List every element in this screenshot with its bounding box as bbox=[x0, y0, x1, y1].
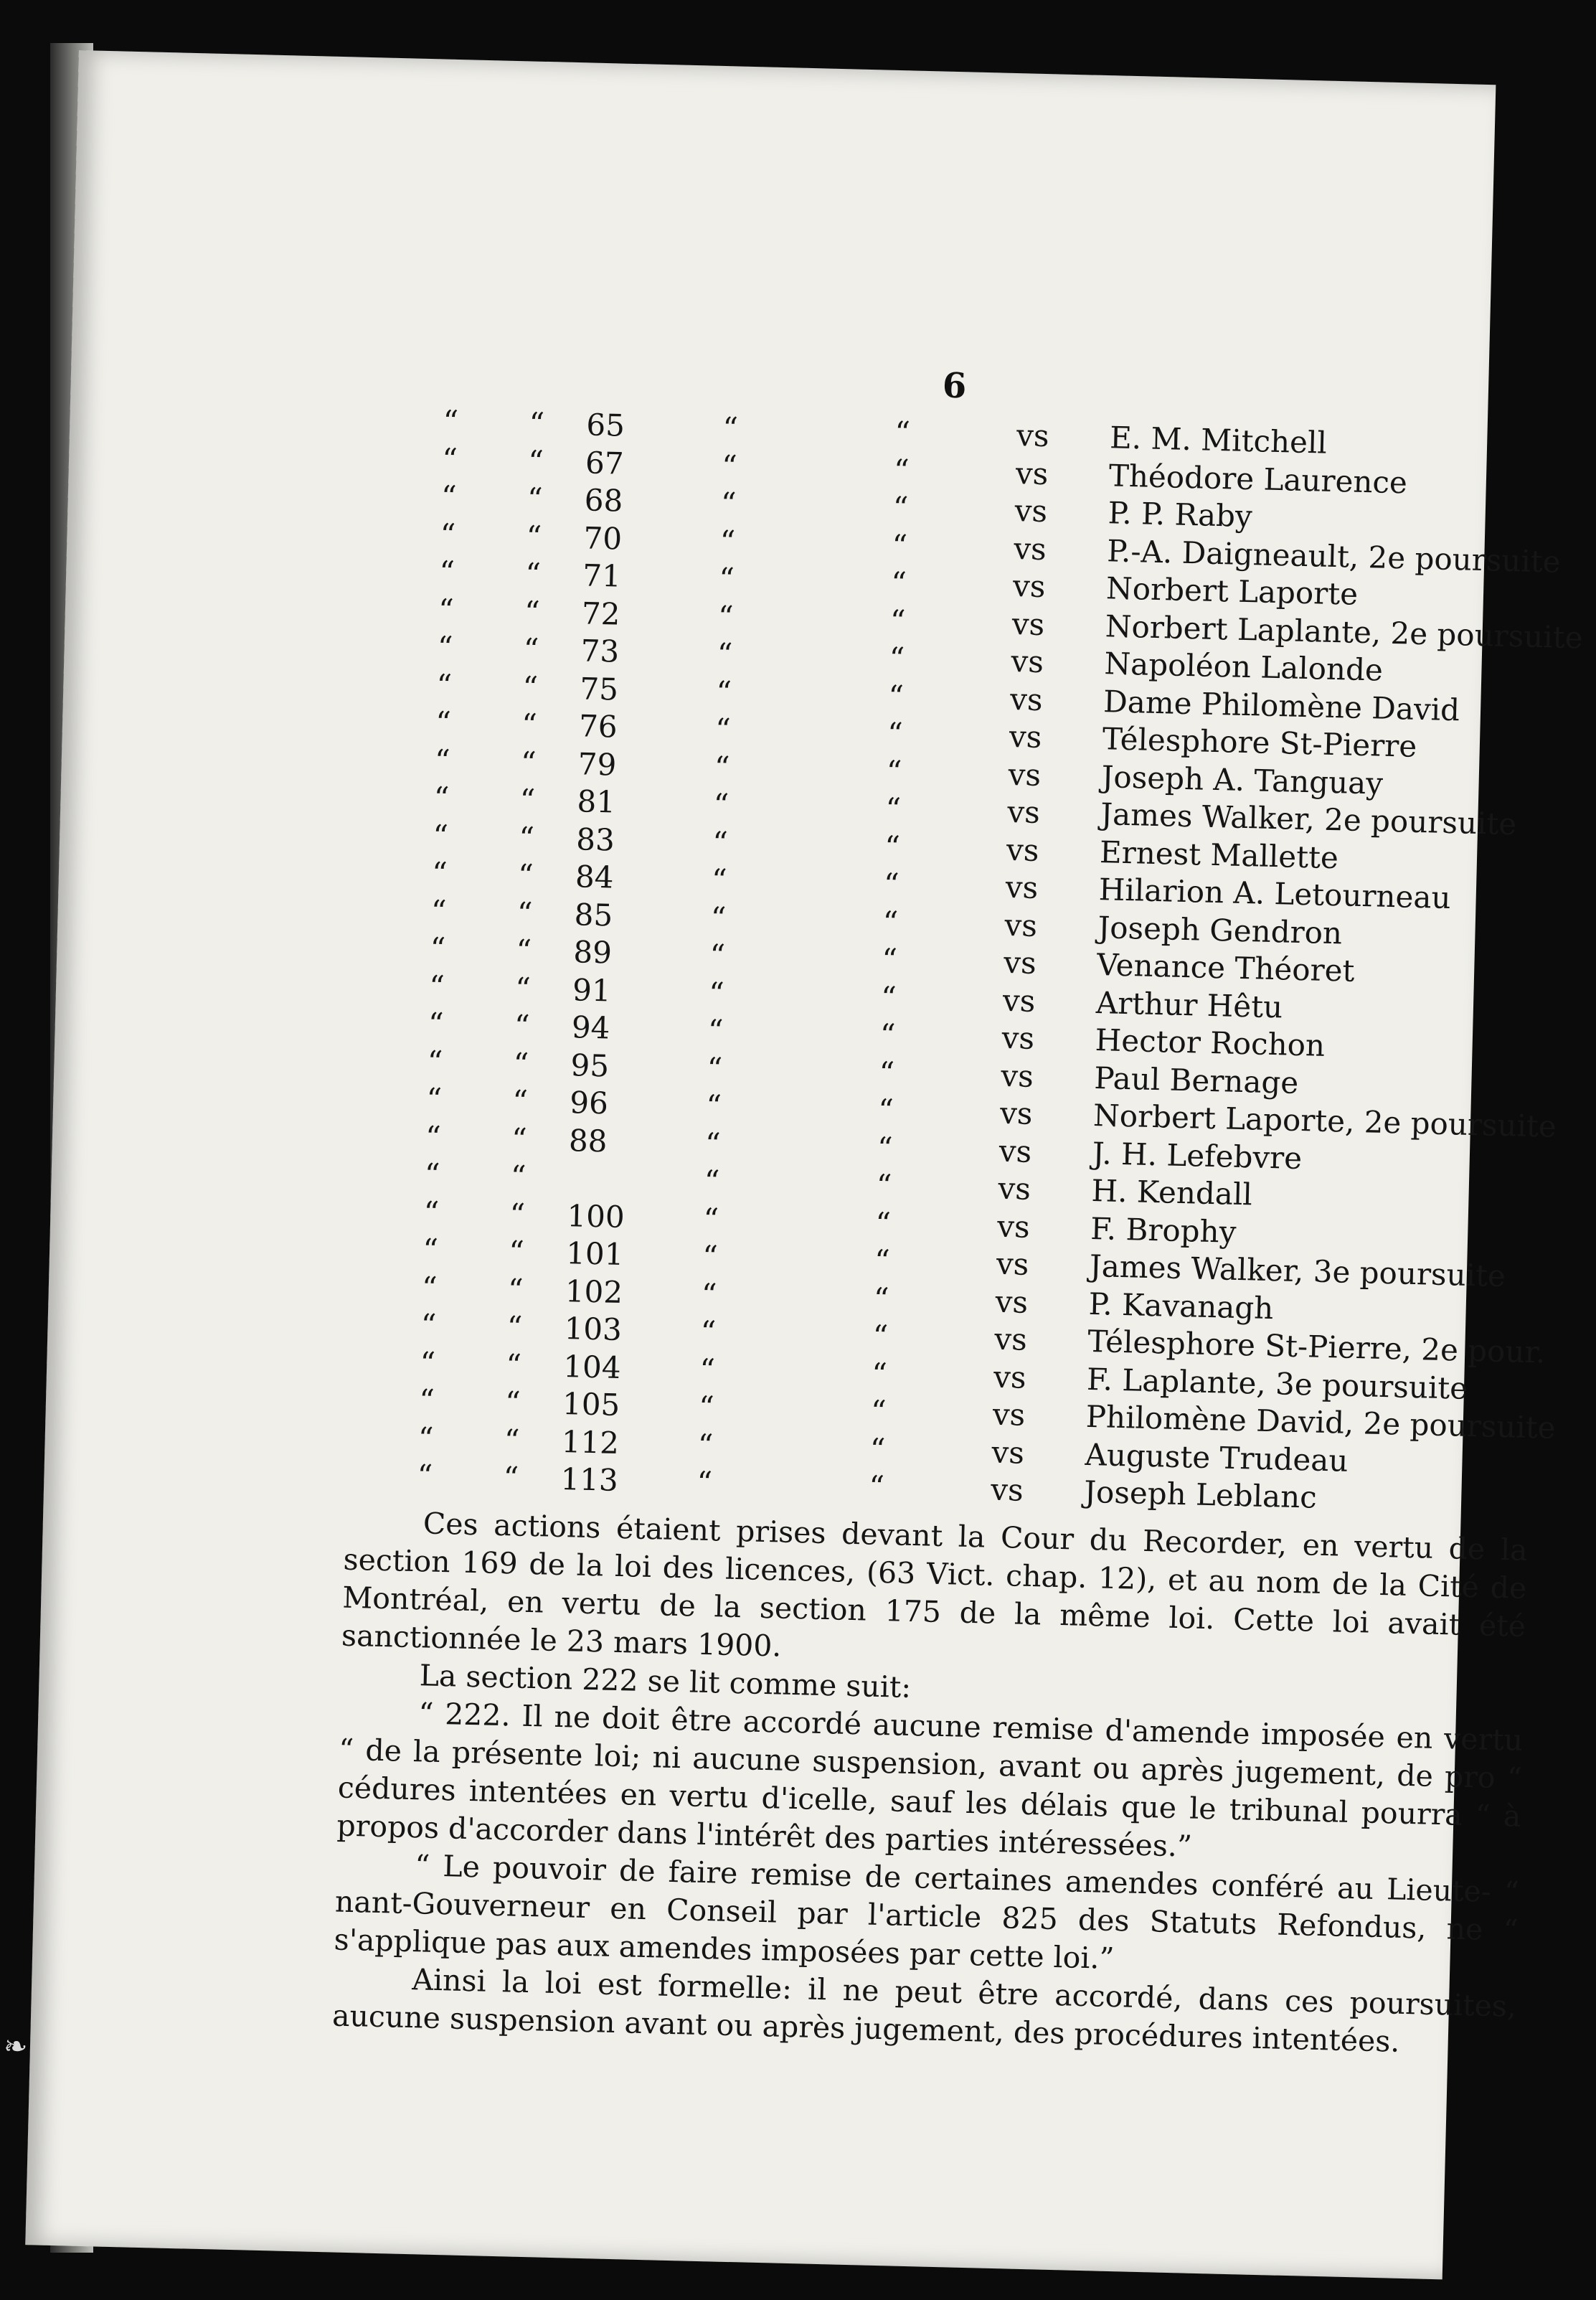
case-name: Télesphore St-Pierre bbox=[1102, 721, 1417, 764]
case-num: 103 bbox=[564, 1311, 623, 1348]
case-q2: “ bbox=[524, 556, 542, 592]
case-name: Dame Philomène David bbox=[1102, 683, 1460, 727]
case-q3: “ bbox=[714, 711, 732, 748]
case-vs: vs bbox=[1001, 1019, 1035, 1056]
case-q2: “ bbox=[527, 443, 544, 479]
case-q3: “ bbox=[707, 1012, 724, 1049]
case-q4: “ bbox=[889, 640, 905, 677]
case-q4: “ bbox=[868, 1469, 885, 1505]
case-num: 105 bbox=[562, 1386, 620, 1423]
case-q2: “ bbox=[505, 1347, 522, 1383]
case-name: Auguste Trudeau bbox=[1085, 1436, 1349, 1479]
case-q4: “ bbox=[893, 452, 910, 488]
case-q4: “ bbox=[894, 414, 911, 451]
case-name: Arthur Hêtu bbox=[1095, 984, 1283, 1024]
case-num: 101 bbox=[565, 1235, 624, 1273]
case-q2: “ bbox=[508, 1234, 525, 1270]
case-num: 112 bbox=[561, 1423, 620, 1461]
case-q1: “ bbox=[435, 704, 452, 740]
case-q3: “ bbox=[719, 523, 736, 560]
case-q3: “ bbox=[704, 1126, 722, 1161]
case-q4: “ bbox=[878, 1055, 895, 1090]
case-name: Hector Rochon bbox=[1095, 1022, 1326, 1063]
case-q3: “ bbox=[711, 862, 728, 898]
case-q2: “ bbox=[523, 631, 539, 667]
case-vs: vs bbox=[999, 1095, 1034, 1131]
case-q1: “ bbox=[429, 930, 446, 966]
case-name: Norbert Laporte bbox=[1105, 570, 1359, 612]
case-vs: vs bbox=[1000, 1057, 1034, 1094]
case-name: P.-A. Daigneault, 2e poursuite bbox=[1106, 532, 1562, 580]
case-q2: “ bbox=[516, 895, 533, 931]
case-vs: vs bbox=[998, 1133, 1032, 1169]
case-name: Joseph Gendron bbox=[1097, 909, 1343, 951]
case-vs: vs bbox=[1009, 718, 1042, 755]
case-num: 102 bbox=[565, 1273, 623, 1310]
case-num: 113 bbox=[559, 1461, 619, 1498]
case-q4: “ bbox=[871, 1356, 888, 1392]
case-q1: “ bbox=[435, 666, 453, 703]
case-vs: vs bbox=[1004, 907, 1038, 943]
case-name: P. Kavanagh bbox=[1088, 1286, 1274, 1326]
case-q2: “ bbox=[520, 744, 537, 781]
case-num: 75 bbox=[579, 670, 619, 707]
case-q4: “ bbox=[892, 489, 909, 526]
case-q3: “ bbox=[715, 674, 732, 710]
case-name: Venance Théoret bbox=[1096, 947, 1355, 989]
case-q2: “ bbox=[517, 857, 534, 893]
case-q1: “ bbox=[419, 1344, 436, 1381]
case-num: 96 bbox=[569, 1085, 609, 1121]
case-vs: vs bbox=[993, 1359, 1027, 1395]
case-q3: “ bbox=[712, 824, 729, 860]
case-q1: “ bbox=[427, 1043, 443, 1080]
case-q4: “ bbox=[879, 1017, 896, 1053]
case-name: Théodore Laurence bbox=[1108, 457, 1408, 500]
case-q3: “ bbox=[698, 1389, 715, 1425]
case-q4: “ bbox=[891, 527, 908, 563]
case-name: Paul Bernage bbox=[1093, 1060, 1299, 1100]
case-num: 104 bbox=[562, 1348, 622, 1385]
case-q3: “ bbox=[704, 1163, 720, 1200]
case-q1: “ bbox=[440, 517, 456, 552]
case-q3: “ bbox=[700, 1314, 717, 1350]
case-num: 89 bbox=[572, 934, 613, 971]
case-num: 81 bbox=[577, 783, 616, 820]
case-vs: vs bbox=[1012, 568, 1047, 605]
case-q4: “ bbox=[889, 603, 906, 638]
case-vs: vs bbox=[1013, 530, 1047, 567]
case-name: F. Laplante, 3e poursuite bbox=[1086, 1361, 1468, 1406]
case-q1: “ bbox=[424, 1156, 440, 1192]
scan-artifact-mark: ❧ bbox=[4, 2030, 28, 2063]
case-q4: “ bbox=[886, 753, 902, 789]
case-num: 73 bbox=[580, 633, 620, 669]
case-q2: “ bbox=[514, 1008, 531, 1044]
case-name: Ernest Mallette bbox=[1099, 834, 1339, 875]
case-vs: vs bbox=[995, 1283, 1029, 1320]
case-vs: vs bbox=[998, 1170, 1031, 1207]
case-q4: “ bbox=[872, 1318, 889, 1354]
case-q3: “ bbox=[717, 598, 735, 635]
case-q3: “ bbox=[709, 937, 726, 974]
case-q3: “ bbox=[702, 1238, 719, 1275]
case-name: Joseph Leblanc bbox=[1083, 1474, 1318, 1515]
case-vs: vs bbox=[1005, 869, 1039, 906]
case-vs: vs bbox=[1011, 605, 1045, 642]
page-number: 6 bbox=[942, 365, 968, 407]
case-q4: “ bbox=[880, 979, 897, 1015]
case-q3: “ bbox=[712, 786, 729, 823]
case-q2: “ bbox=[521, 707, 538, 743]
case-name: F. Brophy bbox=[1090, 1210, 1237, 1250]
case-q1: “ bbox=[420, 1307, 437, 1343]
case-q2: “ bbox=[513, 1045, 529, 1082]
case-q2: “ bbox=[524, 593, 541, 630]
case-vs: vs bbox=[1014, 493, 1048, 529]
case-q1: “ bbox=[442, 403, 459, 440]
case-q1: “ bbox=[432, 817, 449, 854]
case-name: Télesphore St-Pierre, 2e pour. bbox=[1087, 1323, 1546, 1370]
case-q2: “ bbox=[510, 1159, 527, 1194]
case-num: 68 bbox=[584, 482, 623, 519]
paragraph: Ces actions étaient prises devant la Cour du Recorder, en vertu de la section 169 de la loi des licences, (63 Vict. chap. 12), et au nom de la Cité de Montréal, en vertu de la section 175 de la même loi. Cette loi avait été sanctionnée le 23 mars 1900. bbox=[341, 1506, 1529, 1664]
document-page bbox=[25, 50, 1584, 2279]
case-vs: vs bbox=[990, 1471, 1024, 1508]
case-q2: “ bbox=[511, 1121, 528, 1157]
case-vs: vs bbox=[1009, 681, 1044, 717]
case-q3: “ bbox=[705, 1088, 722, 1124]
case-q4: “ bbox=[869, 1431, 886, 1467]
paragraph: “ 222. Il ne doit être accordé aucune remise d'amende imposée en vertu “ de la présente loi; ni aucune suspension, avant ou après jugement, de pro “ cédures intentées en vertu d'icelle, sauf les délais que le tribunal pourra “ à propos d'accorder dans l'intérêt des parties intéressées.” bbox=[336, 1696, 1524, 1864]
case-q4: “ bbox=[870, 1393, 887, 1430]
case-q2: “ bbox=[515, 933, 532, 968]
case-q1: “ bbox=[434, 742, 451, 778]
case-q1: “ bbox=[425, 1118, 442, 1155]
paragraph: “ Le pouvoir de faire remise de certaines amendes conféré au Lieute- “ nant-Gouverneur en Conseil par l'article 825 des Statuts Refondus, ne “ s'applique pas aux amendes imposées par cette loi.” bbox=[334, 1848, 1520, 1976]
case-q1: “ bbox=[440, 479, 458, 515]
case-q1: “ bbox=[430, 892, 447, 929]
paragraph: Ainsi la loi est formelle: il ne peut être accordé, dans ces poursuites, aucune suspension avant ou après jugement, des procédures intentées. bbox=[331, 1962, 1517, 2059]
case-q3: “ bbox=[699, 1352, 716, 1387]
case-q1: “ bbox=[422, 1194, 440, 1230]
case-q3: “ bbox=[721, 448, 738, 484]
case-q3: “ bbox=[697, 1427, 714, 1463]
case-q2: “ bbox=[502, 1460, 519, 1496]
case-vs: vs bbox=[1015, 455, 1049, 491]
case-q2: “ bbox=[514, 970, 532, 1007]
case-num: 65 bbox=[585, 407, 625, 443]
case-q2: “ bbox=[509, 1196, 526, 1233]
case-num: 70 bbox=[583, 519, 623, 557]
case-vs: vs bbox=[996, 1245, 1029, 1282]
case-q1: “ bbox=[417, 1420, 434, 1456]
case-num: 67 bbox=[585, 444, 625, 481]
case-q4: “ bbox=[874, 1205, 892, 1241]
case-num: 84 bbox=[575, 859, 615, 895]
case-q4: “ bbox=[887, 678, 905, 714]
case-num: 91 bbox=[572, 971, 612, 1009]
case-vs: vs bbox=[996, 1208, 1031, 1245]
case-q1: “ bbox=[438, 591, 455, 628]
case-num: 88 bbox=[568, 1122, 608, 1159]
case-num: 79 bbox=[577, 745, 617, 783]
case-q1: “ bbox=[425, 1081, 443, 1117]
case-q3: “ bbox=[710, 900, 727, 935]
case-vs: vs bbox=[992, 1396, 1026, 1433]
case-num: 72 bbox=[581, 595, 621, 632]
case-q3: “ bbox=[702, 1201, 719, 1237]
case-q4: “ bbox=[877, 1130, 894, 1166]
case-q1: “ bbox=[418, 1382, 435, 1418]
case-q4: “ bbox=[887, 715, 904, 752]
case-q3: “ bbox=[718, 561, 735, 597]
case-q1: “ bbox=[417, 1458, 433, 1494]
case-q4: “ bbox=[874, 1243, 891, 1279]
case-q3: “ bbox=[722, 410, 739, 446]
case-q1: “ bbox=[422, 1232, 439, 1268]
case-q1: “ bbox=[441, 441, 458, 477]
case-num: 95 bbox=[570, 1047, 610, 1083]
case-q2: “ bbox=[518, 819, 535, 856]
case-q1: “ bbox=[431, 855, 448, 891]
case-name: J. H. Lefebvre bbox=[1092, 1135, 1303, 1176]
case-name: E. M. Mitchell bbox=[1109, 420, 1328, 461]
case-num: 76 bbox=[578, 708, 618, 745]
case-name: Philomène David, 2e poursuite bbox=[1085, 1398, 1557, 1446]
case-q4: “ bbox=[884, 829, 901, 864]
case-q2: “ bbox=[528, 405, 545, 442]
case-name: Napoléon Lalonde bbox=[1103, 646, 1384, 688]
case-q2: “ bbox=[527, 481, 543, 517]
case-q2: “ bbox=[519, 782, 536, 818]
case-q3: “ bbox=[714, 749, 730, 785]
case-q1: “ bbox=[433, 780, 450, 816]
case-q4: “ bbox=[882, 904, 899, 940]
case-q4: “ bbox=[884, 791, 902, 827]
case-q3: “ bbox=[701, 1276, 717, 1312]
case-list bbox=[417, 403, 1584, 1523]
case-num: 100 bbox=[566, 1197, 625, 1235]
case-vs: vs bbox=[1010, 644, 1044, 680]
case-vs: vs bbox=[991, 1434, 1025, 1471]
case-q3: “ bbox=[706, 1050, 723, 1086]
case-q4: “ bbox=[881, 941, 898, 978]
case-q3: “ bbox=[717, 636, 733, 672]
case-vs: vs bbox=[1008, 756, 1042, 793]
case-q3: “ bbox=[720, 486, 737, 522]
case-q2: “ bbox=[521, 669, 539, 705]
case-name: Norbert Laporte, 2e poursuite bbox=[1092, 1098, 1557, 1144]
case-vs: vs bbox=[1006, 831, 1040, 868]
case-num: 83 bbox=[575, 821, 615, 858]
case-vs: vs bbox=[1016, 418, 1050, 454]
case-q1: “ bbox=[437, 629, 453, 665]
case-name: James Walker, 2e poursuite bbox=[1100, 796, 1517, 842]
case-name: H. Kendall bbox=[1090, 1172, 1253, 1212]
case-num: 85 bbox=[574, 896, 613, 933]
case-q3: “ bbox=[696, 1464, 713, 1501]
case-q1: “ bbox=[428, 1006, 445, 1042]
case-q4: “ bbox=[876, 1167, 892, 1204]
case-name: Joseph A. Tanguay bbox=[1101, 758, 1384, 801]
body-text bbox=[332, 1503, 1529, 2064]
paragraph: La section 222 se lit comme suit: bbox=[419, 1658, 912, 1705]
case-q4: “ bbox=[883, 866, 900, 902]
case-q1: “ bbox=[421, 1269, 438, 1306]
case-name: James Walker, 3e poursuite bbox=[1089, 1248, 1506, 1294]
case-q2: “ bbox=[504, 1385, 521, 1420]
case-vs: vs bbox=[1006, 793, 1041, 831]
case-num: 71 bbox=[582, 557, 622, 594]
case-q4: “ bbox=[877, 1092, 894, 1128]
case-name: Norbert Laplante, 2e poursuite bbox=[1105, 608, 1584, 655]
case-name: P. P. Raby bbox=[1108, 495, 1253, 534]
case-q2: “ bbox=[511, 1083, 529, 1119]
case-num: 94 bbox=[571, 1009, 610, 1046]
case-vs: vs bbox=[1003, 944, 1037, 981]
case-q2: “ bbox=[504, 1422, 520, 1458]
case-name: Hilarion A. Letourneau bbox=[1098, 872, 1452, 916]
case-q4: “ bbox=[873, 1281, 889, 1316]
case-q4: “ bbox=[890, 565, 907, 601]
case-q3: “ bbox=[708, 975, 725, 1011]
case-vs: vs bbox=[1002, 982, 1036, 1019]
case-q2: “ bbox=[526, 518, 542, 555]
case-q1: “ bbox=[438, 554, 455, 590]
case-vs: vs bbox=[993, 1321, 1028, 1357]
case-q2: “ bbox=[507, 1271, 524, 1308]
case-q2: “ bbox=[506, 1309, 523, 1345]
case-q1: “ bbox=[428, 968, 445, 1004]
